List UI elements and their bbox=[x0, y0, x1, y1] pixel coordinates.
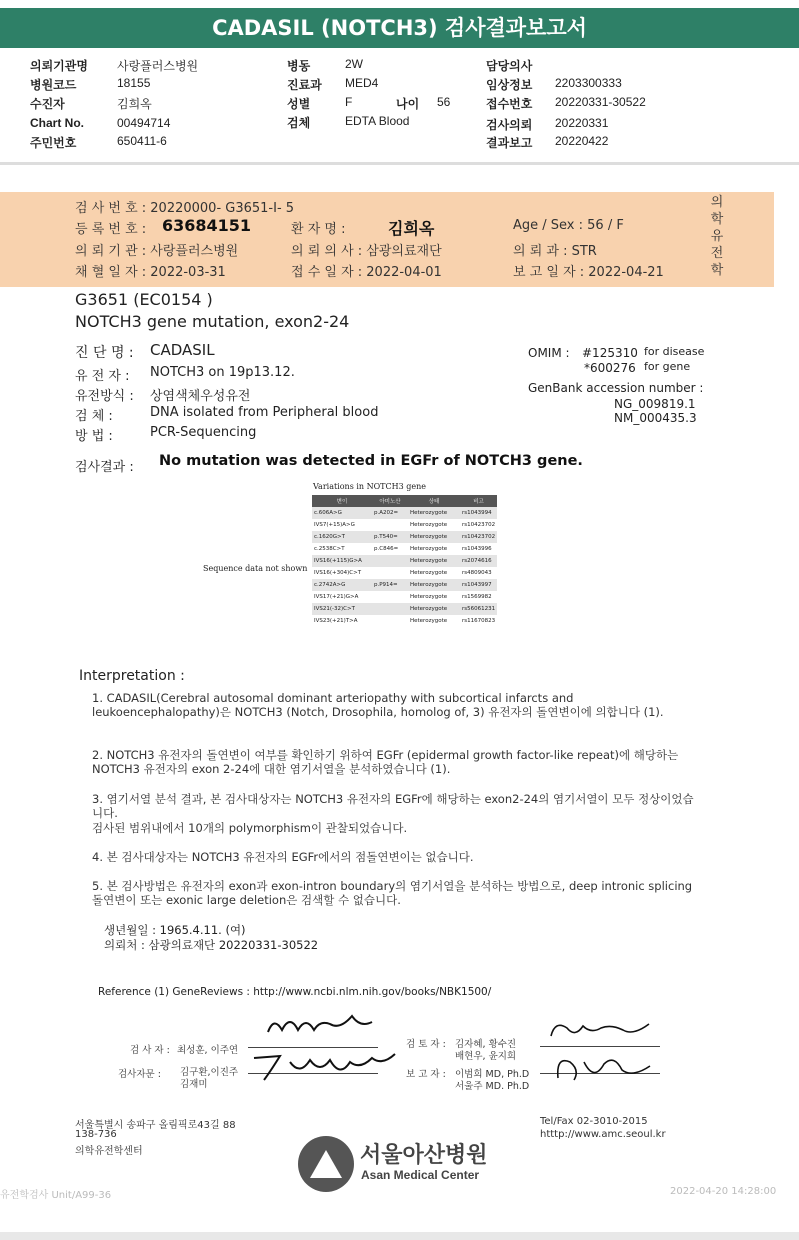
table-cell: Heterozygote bbox=[408, 603, 460, 615]
interpretation-item-5: 5. 본 검사방법은 유전자의 exon과 exon-intron boundary의 염기서열을 분석하는 방법으로, deep intronic splicing 돌연변이 또는 exonic large deletion은 검색할 수 없습니다. bbox=[92, 879, 693, 907]
result-label: 검사결과 : bbox=[75, 460, 134, 475]
table-header: 상태 bbox=[408, 495, 460, 507]
page-bottom-border bbox=[0, 1232, 799, 1240]
table-cell: p.T540= bbox=[372, 531, 408, 543]
genbank-label: GenBank accession number : bbox=[528, 381, 704, 395]
table-row bbox=[312, 519, 497, 531]
inheritance-label: 유전방식 : bbox=[75, 389, 134, 404]
interpretation-item-3-note: 검사된 범위내에서 10개의 polymorphism이 관찰되었습니다. bbox=[92, 821, 408, 835]
reviewer-names-1: 김자혜, 황수진 bbox=[455, 1039, 517, 1050]
table-row bbox=[312, 603, 497, 615]
table-cell: Heterozygote bbox=[410, 546, 448, 552]
table-row bbox=[312, 507, 497, 519]
table-cell: Heterozygote bbox=[410, 522, 448, 528]
header-value: MED4 bbox=[345, 76, 379, 90]
header-label: 주민번호 bbox=[30, 136, 77, 150]
advisor-name-1: 김구환,이진주 bbox=[180, 1067, 239, 1078]
header-value: 김희옥 bbox=[117, 97, 152, 111]
method-label: 방 법 : bbox=[75, 429, 113, 444]
interpretation-item-1: 1. CADASIL(Cerebral autosomal dominant arteriopathy with subcortical infarcts and leukoencephalopathy)은 NOTCH3 (Notch, Drosophila, homolog of, 3) 유전자의 돌연변이에 의합니다 (1). bbox=[92, 691, 664, 719]
header-label: 진료과 bbox=[287, 78, 322, 92]
patient-label: 환 자 명 : bbox=[291, 222, 346, 237]
table-cell: c.2538C>T bbox=[314, 546, 345, 552]
advisor-name-2: 김재미 bbox=[180, 1079, 208, 1090]
header-label: 결과보고 bbox=[486, 136, 533, 150]
faint-timestamp: 2022-04-20 14:28:00 bbox=[670, 1186, 777, 1197]
header-label: 검체 bbox=[287, 116, 311, 130]
table-row bbox=[312, 615, 497, 627]
header-label: 검사의뢰 bbox=[486, 118, 533, 132]
test-number: 검 사 번 호 : 20220000- G3651-I- 5 bbox=[75, 201, 295, 216]
header-value: F bbox=[345, 95, 353, 109]
table-cell: IVS21(-32)C>T bbox=[312, 603, 372, 615]
report-title: CADASIL (NOTCH3) 검사결과보고서 bbox=[0, 8, 799, 48]
table-cell: rs2074616 bbox=[460, 555, 497, 567]
reporter-signature bbox=[550, 1048, 660, 1088]
table-cell: c.1620G>T bbox=[312, 531, 372, 543]
reviewer-names-2: 배현우, 윤지희 bbox=[455, 1051, 517, 1062]
result-text: No mutation was detected in EGFr of NOTCH3 gene. bbox=[159, 453, 583, 469]
table-cell: rs10423702 bbox=[460, 531, 497, 543]
scanned-report bbox=[0, 170, 799, 1232]
examiner-signature bbox=[260, 1010, 380, 1044]
age-value: 56 bbox=[437, 95, 451, 109]
omim-gene-note: for gene bbox=[644, 360, 691, 373]
test-name: NOTCH3 gene mutation, exon2-24 bbox=[75, 312, 350, 331]
requester-info: 의뢰처 : 삼광의료재단 20220331-30522 bbox=[104, 938, 319, 952]
header-value: 00494714 bbox=[117, 116, 171, 130]
specimen-label: 검 체 : bbox=[75, 409, 113, 424]
variation-table-caption: Variations in NOTCH3 gene bbox=[313, 482, 426, 491]
advisor-signature bbox=[250, 1048, 400, 1084]
header-label: 의뢰기관명 bbox=[30, 59, 88, 73]
table-cell: rs1043997 bbox=[460, 579, 497, 591]
table-cell bbox=[372, 519, 408, 531]
hospital-name-english: Asan Medical Center bbox=[361, 1168, 480, 1182]
table-header: 아미노산 bbox=[372, 495, 408, 507]
table-cell: rs11670823 bbox=[462, 618, 496, 624]
table-cell: IVS16(+304)C>T bbox=[314, 570, 362, 576]
table-row bbox=[312, 579, 497, 591]
table-cell: rs1569982 bbox=[462, 594, 492, 600]
table-header: 비고 bbox=[460, 495, 497, 507]
reviewer-signature bbox=[545, 1016, 655, 1048]
header-value: 20220422 bbox=[555, 134, 609, 148]
specimen-value: DNA isolated from Peripheral blood bbox=[150, 405, 379, 420]
patient-name: 김희옥 bbox=[388, 219, 435, 238]
age-label: 나이 bbox=[396, 97, 420, 111]
table-cell: rs10423702 bbox=[462, 522, 496, 528]
table-cell: Heterozygote bbox=[410, 618, 448, 624]
table-cell: rs56061231 bbox=[460, 603, 497, 615]
table-cell bbox=[372, 603, 408, 615]
reporter-name-2: 서울주 MD. Ph.D bbox=[455, 1081, 530, 1092]
gene-value: NOTCH3 on 19p13.12. bbox=[150, 365, 295, 380]
reporter-label: 보 고 자 : bbox=[406, 1069, 446, 1080]
diagnosis-value: CADASIL bbox=[150, 341, 215, 359]
registration-label: 등 록 번 호 : bbox=[75, 222, 147, 237]
test-code: G3651 (EC0154 ) bbox=[75, 290, 213, 309]
department-vertical-label: 의 학 유 전 학 bbox=[710, 195, 724, 278]
tel-fax: Tel/Fax 02-3010-2015 bbox=[540, 1116, 648, 1127]
receipt-date: 접 수 일 자 : 2022-04-01 bbox=[291, 265, 442, 280]
table-cell: Heterozygote bbox=[408, 579, 460, 591]
examiner-names: 최성훈, 이주연 bbox=[177, 1045, 239, 1056]
table-cell: rs4809043 bbox=[462, 570, 492, 576]
header-value: 사랑플러스병원 bbox=[117, 59, 199, 73]
omim-disease-id: #125310 bbox=[582, 346, 638, 360]
address-line-1: 서울특별시 송파구 올림픽로43길 88 bbox=[75, 1120, 236, 1131]
table-row bbox=[312, 555, 497, 567]
inheritance-value: 상염색체우성유전 bbox=[150, 389, 251, 404]
table-cell: c.2742A>G bbox=[312, 579, 372, 591]
table-cell: p.C846= bbox=[374, 546, 399, 552]
table-row bbox=[312, 591, 497, 603]
interpretation-item-4: 4. 본 검사대상자는 NOTCH3 유전자의 EGFr에서의 점돌연변이는 없습니다. bbox=[92, 850, 474, 864]
header-label: 성별 bbox=[287, 97, 311, 111]
header-value: 20220331 bbox=[555, 116, 609, 130]
website-url: htttp://www.amc.seoul.kr bbox=[540, 1129, 666, 1140]
table-cell: p.P914= bbox=[372, 579, 408, 591]
table-header: 변이 bbox=[312, 495, 372, 507]
header-value: 2W bbox=[345, 57, 363, 71]
method-value: PCR-Sequencing bbox=[150, 425, 257, 440]
table-cell: IVS23(+21)T>A bbox=[314, 618, 358, 624]
table-cell: Heterozygote bbox=[408, 507, 460, 519]
examiner-label: 검 사 자 : bbox=[130, 1045, 170, 1056]
header-label: Chart No. bbox=[30, 116, 84, 130]
omim-gene-id: *600276 bbox=[584, 361, 636, 375]
header-value: 20220331-30522 bbox=[555, 95, 646, 109]
address-line-2: 138-736 bbox=[75, 1129, 117, 1140]
table-cell: IVS7(+15)A>G bbox=[314, 522, 355, 528]
requesting-institution: 의 뢰 기 관 : 사랑플러스병원 bbox=[75, 244, 239, 259]
header-label: 임상정보 bbox=[486, 78, 533, 92]
requesting-department: 의 뢰 과 : STR bbox=[513, 244, 597, 259]
interpretation-title: Interpretation : bbox=[79, 668, 185, 684]
gene-label: 유 전 자 : bbox=[75, 369, 130, 384]
requesting-doctor: 의 뢰 의 사 : 삼광의료재단 bbox=[291, 244, 442, 259]
header-value: 18155 bbox=[117, 76, 151, 90]
header-label: 병동 bbox=[287, 59, 311, 73]
table-cell: rs1043996 bbox=[462, 546, 492, 552]
advisor-label: 검사자문 : bbox=[118, 1069, 161, 1080]
header-label: 접수번호 bbox=[486, 97, 533, 111]
registration-number: 63684151 bbox=[162, 216, 252, 235]
genbank-ng: NG_009819.1 bbox=[614, 397, 696, 411]
blood-draw-date: 채 혈 일 자 : 2022-03-31 bbox=[75, 265, 226, 280]
table-cell: rs1043994 bbox=[460, 507, 497, 519]
table-row bbox=[312, 543, 497, 555]
table-cell: p.A202= bbox=[372, 507, 408, 519]
interpretation-item-3: 3. 염기서열 분석 결과, 본 검사대상자는 NOTCH3 유전자의 EGFr에 해당하는 exon2-24의 염기서열이 모두 정상이었습니다. bbox=[92, 792, 694, 820]
omim-label: OMIM : bbox=[528, 346, 570, 360]
faint-unit-code: 유전학검사 Unit/A99-36 bbox=[0, 1190, 112, 1201]
table-cell: IVS16(+115)G>A bbox=[312, 555, 372, 567]
reporter-name-1: 이범희 MD, Ph.D bbox=[455, 1069, 530, 1080]
table-row bbox=[312, 531, 497, 543]
sequence-data-note: Sequence data not shown bbox=[203, 564, 308, 573]
table-cell: IVS17(+21)G>A bbox=[314, 594, 359, 600]
header-label: 수진자 bbox=[30, 97, 65, 111]
table-cell: c.606A>G bbox=[312, 507, 372, 519]
header-divider bbox=[0, 162, 799, 165]
table-cell bbox=[372, 591, 408, 603]
date-of-birth: 생년월일 : 1965.4.11. (여) bbox=[104, 923, 246, 937]
report-date: 보 고 일 자 : 2022-04-21 bbox=[513, 265, 664, 280]
hospital-name-korean: 서울아산병원 bbox=[360, 1143, 488, 1168]
table-cell: Heterozygote bbox=[408, 531, 460, 543]
asan-foundation-logo bbox=[298, 1136, 354, 1192]
age-sex: Age / Sex : 56 / F bbox=[513, 218, 624, 233]
variation-table bbox=[312, 495, 497, 627]
header-value: EDTA Blood bbox=[345, 114, 410, 128]
omim-disease-note: for disease bbox=[644, 345, 705, 358]
table-cell: Heterozygote bbox=[408, 555, 460, 567]
table-cell bbox=[372, 555, 408, 567]
header-value: 2203300333 bbox=[555, 76, 622, 90]
address-line-3: 의학유전학센터 bbox=[75, 1146, 143, 1157]
table-cell: Heterozygote bbox=[410, 570, 448, 576]
table-cell: Heterozygote bbox=[410, 594, 448, 600]
header-value: 650411-6 bbox=[117, 134, 167, 148]
header-label: 담당의사 bbox=[486, 59, 533, 73]
interpretation-item-2: 2. NOTCH3 유전자의 돌연변이 여부를 확인하기 위하여 EGFr (epidermal growth factor-like repeat)에 해당하는 NOTCH3 유전자의 exon 2-24에 대한 염기서열을 분석하였습니다 (1). bbox=[92, 748, 679, 776]
table-row bbox=[312, 567, 497, 579]
table-cell bbox=[372, 615, 408, 627]
header-label: 병원코드 bbox=[30, 78, 77, 92]
table-cell bbox=[372, 567, 408, 579]
genbank-nm: NM_000435.3 bbox=[614, 411, 697, 425]
diagnosis-label: 진 단 명 : bbox=[75, 345, 134, 361]
reference: Reference (1) GeneReviews : http://www.ncbi.nlm.nih.gov/books/NBK1500/ bbox=[98, 986, 492, 998]
reviewer-label: 검 토 자 : bbox=[406, 1039, 446, 1050]
